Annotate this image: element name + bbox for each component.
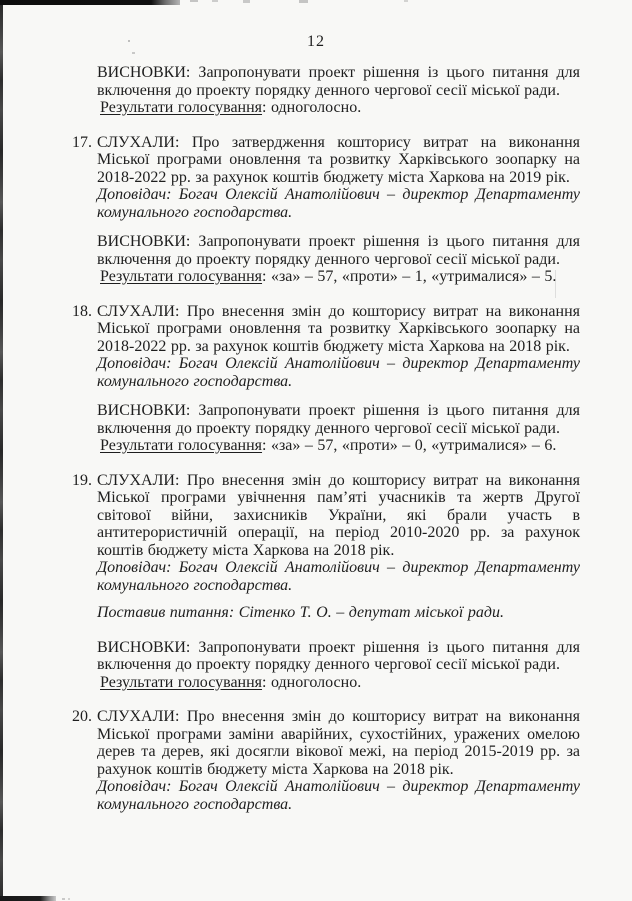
voting-results-label: Результати голосування <box>100 99 263 116</box>
heard-paragraph: СЛУХАЛИ: Про внесення змін до кошторису витрат на виконання Міської програми увічнення пам’яті учасників та жертв Другої світової війни, захисників України, які брали участь в антитерористичній операції, на період 2010-2020 рр. за рахунок коштів бюджету міста Харкова на 2018 рік. <box>97 471 580 559</box>
heard-paragraph: СЛУХАЛИ: Про внесення змін до кошторису витрат на виконання Міської програми оновлення та розвитку Харківського зоопарку на 2018-2022 рр. за рахунок коштів бюджету міста Харкова на 2018 рік. <box>97 302 580 355</box>
scan-speck <box>212 0 218 2</box>
voting-results-label: Результати голосування <box>100 437 263 454</box>
speaker-paragraph: Доповідач: Богач Олексій Анатолійович – директор Департаменту комунального господарства. <box>97 186 580 221</box>
scan-bar-bottom-artifact <box>0 896 56 901</box>
scan-speck <box>243 0 250 3</box>
speaker-paragraph: Доповідач: Богач Олексій Анатолійович – директор Департаменту комунального господарства. <box>97 355 580 390</box>
voting-results-label: Результати голосування <box>100 268 263 285</box>
voting-results-value: : одноголосно. <box>262 673 362 691</box>
voting-results-value: : «за» – 57, «проти» – 1, «утрималися» – 5. <box>262 268 557 285</box>
scan-speck <box>68 898 70 900</box>
results-paragraph <box>97 674 580 692</box>
scan-speck <box>404 0 408 2</box>
voting-results-label: Результати голосування <box>100 673 263 691</box>
item-body <box>97 64 580 117</box>
scan-speck <box>132 52 135 54</box>
item-number: 20. <box>72 708 92 725</box>
item-body <box>97 472 580 692</box>
conclusion-paragraph: ВИСНОВКИ: Запропонувати проект рішення із цього питання для включення до проекту порядку денного чергової сесії міської ради. <box>97 638 580 673</box>
voting-results-value: : одноголосно. <box>262 99 362 116</box>
conclusion-paragraph: ВИСНОВКИ: Запропонувати проект рішення із цього питання для включення до проекту порядку денного чергової сесії міської ради. <box>97 402 580 437</box>
item-number: 17. <box>72 133 92 151</box>
scan-edge-left-artifact <box>0 0 3 901</box>
results-paragraph <box>97 437 580 455</box>
results-paragraph <box>97 99 580 117</box>
speaker-paragraph: Доповідач: Богач Олексій Анатолійович – директор Департаменту комунального господарства. <box>97 559 580 594</box>
item-body <box>97 134 580 286</box>
item-body <box>97 303 580 455</box>
agenda-item <box>72 708 580 813</box>
item-number <box>72 64 97 117</box>
document-content <box>72 64 580 813</box>
agenda-item <box>72 64 580 117</box>
heard-paragraph: СЛУХАЛИ: Про внесення змін до кошторису витрат на виконання Міської програми заміни аварійних, сухостійних, уражених омелою дерев та дерев, які досягли вікової межі, на період 2015-2019 рр. за рахунок коштів бюджету міста Харкова на 2018 рік. <box>97 708 580 778</box>
scan-speck <box>190 0 198 2</box>
agenda-item <box>72 134 580 286</box>
results-paragraph <box>97 268 580 286</box>
scan-bar-top-artifact <box>0 0 180 5</box>
scan-speck <box>299 0 308 3</box>
speaker-paragraph: Доповідач: Богач Олексій Анатолійович – директор Департаменту комунального господарства. <box>97 778 580 813</box>
item-number: 18. <box>72 302 92 320</box>
conclusion-paragraph: ВИСНОВКИ: Запропонувати проект рішення із цього питання для включення до проекту порядку денного чергової сесії міської ради. <box>97 64 580 99</box>
question-paragraph: Поставив питання: Сітенко Т. О. – депутат міської ради. <box>97 604 504 621</box>
page-number: 12 <box>307 33 325 50</box>
heard-paragraph: СЛУХАЛИ: Про затвердження кошторису витрат на виконання Міської програми оновлення та розвитку Харківського зоопарку на 2018-2022 рр. за рахунок коштів бюджету міста Харкова на 2019 рік. <box>97 133 580 186</box>
agenda-item <box>72 472 580 692</box>
conclusion-paragraph: ВИСНОВКИ: Запропонувати проект рішення із цього питання для включення до проекту порядку денного чергової сесії міської ради. <box>97 233 580 268</box>
item-number: 19. <box>72 471 92 489</box>
item-body <box>97 708 580 813</box>
scan-speck <box>62 898 65 900</box>
agenda-item <box>72 303 580 455</box>
voting-results-value: : «за» – 57, «проти» – 0, «утрималися» – 6. <box>262 437 557 454</box>
